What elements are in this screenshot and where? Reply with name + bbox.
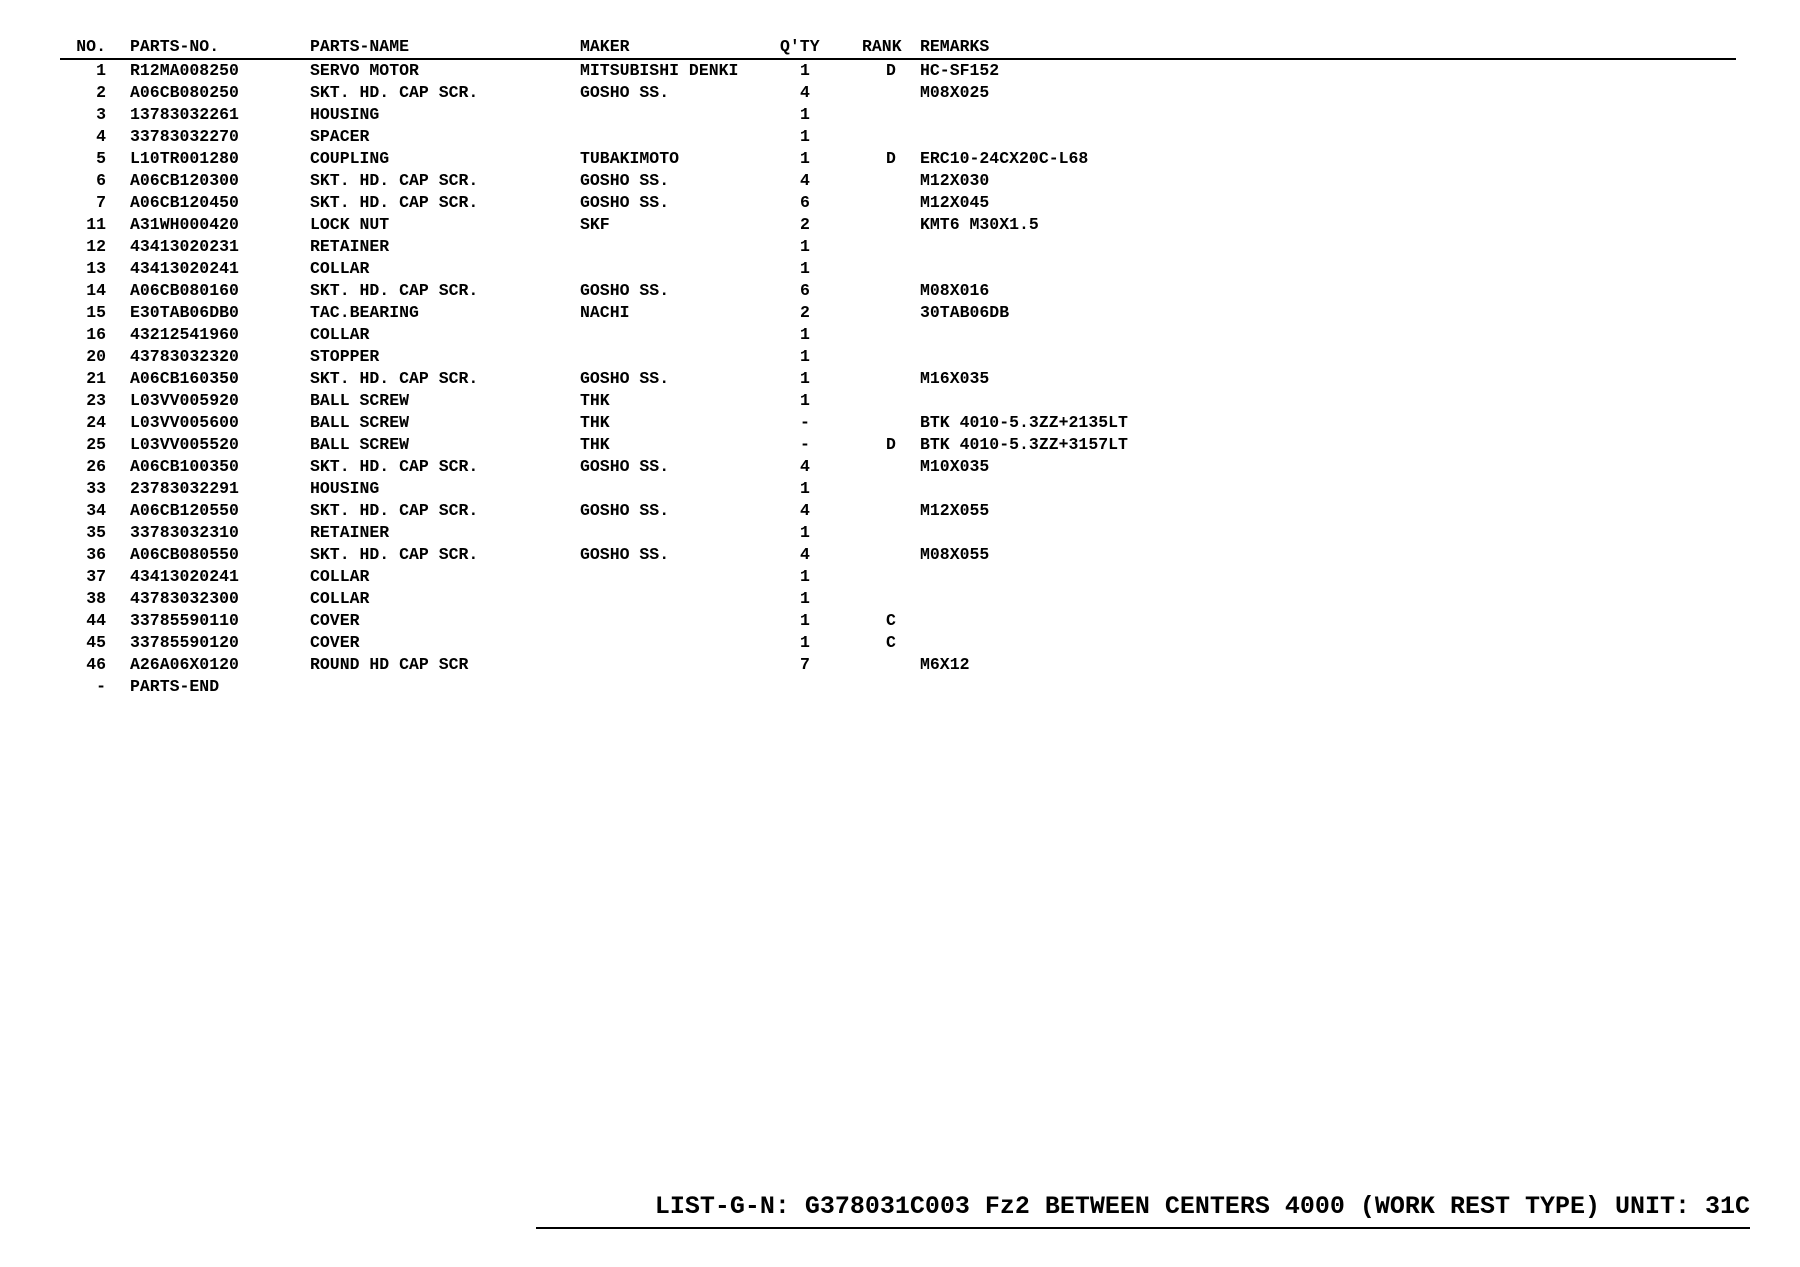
table-row [60, 236, 1736, 258]
cell-qty: 1 [800, 611, 810, 630]
cell-parts-name: SKT. HD. CAP SCR. [310, 501, 479, 520]
cell-qty: 4 [800, 457, 810, 476]
cell-rank [862, 346, 920, 368]
header-parts-no: PARTS-NO. [130, 36, 310, 59]
cell-parts-name: HOUSING [310, 479, 380, 498]
cell-qty: 4 [800, 545, 810, 564]
cell-rank [862, 214, 920, 236]
cell-parts-no: A06CB120300 [130, 171, 239, 190]
table-row [60, 434, 1736, 456]
cell-rank: D [886, 435, 896, 454]
cell-qty: 1 [800, 105, 810, 124]
cell-qty: 1 [800, 479, 810, 498]
cell-remarks: 30TAB06DB [920, 303, 1010, 322]
cell-no: 35 [86, 523, 106, 542]
cell-remarks [920, 588, 1736, 610]
cell-rank [862, 478, 920, 500]
cell-parts-name: RETAINER [310, 523, 390, 542]
cell-no: 3 [96, 105, 106, 124]
cell-parts-no: 33785590110 [130, 611, 239, 630]
cell-maker: GOSHO SS. [580, 369, 670, 388]
table-header [60, 36, 1736, 59]
cell-parts-no: A06CB080550 [130, 545, 239, 564]
table-row [60, 566, 1736, 588]
cell-parts-no: L03VV005600 [130, 413, 239, 432]
cell-maker: GOSHO SS. [580, 545, 670, 564]
cell-parts-name [310, 676, 580, 698]
cell-maker [580, 654, 780, 676]
cell-parts-no: A06CB080160 [130, 281, 239, 300]
cell-remarks [920, 676, 1736, 698]
cell-qty: - [800, 413, 810, 432]
cell-maker: GOSHO SS. [580, 193, 670, 212]
cell-no: 44 [86, 611, 106, 630]
cell-maker [580, 676, 780, 698]
cell-parts-name: STOPPER [310, 347, 380, 366]
table-row [60, 588, 1736, 610]
cell-parts-name: COLLAR [310, 325, 370, 344]
cell-no: 12 [86, 237, 106, 256]
cell-maker [580, 258, 780, 280]
cell-parts-no: 43783032300 [130, 589, 239, 608]
cell-no: 36 [86, 545, 106, 564]
cell-no: 46 [86, 655, 106, 674]
header-remarks: REMARKS [920, 36, 1736, 59]
cell-remarks [920, 566, 1736, 588]
cell-parts-name: COVER [310, 633, 360, 652]
cell-parts-no: L03VV005520 [130, 435, 239, 454]
table-row [60, 500, 1736, 522]
cell-no: 38 [86, 589, 106, 608]
parts-list-table [60, 36, 1736, 698]
cell-qty: 1 [800, 325, 810, 344]
header-qty: Q'TY [780, 36, 862, 59]
cell-qty: 1 [800, 391, 810, 410]
cell-remarks [920, 236, 1736, 258]
cell-parts-no: L10TR001280 [130, 149, 239, 168]
cell-parts-name: SPACER [310, 127, 370, 146]
table-row [60, 412, 1736, 434]
table-row [60, 610, 1736, 632]
cell-remarks: BTK 4010-5.3ZZ+2135LT [920, 413, 1128, 432]
cell-parts-name: HOUSING [310, 105, 380, 124]
table-row [60, 654, 1736, 676]
table-row [60, 82, 1736, 104]
cell-qty: 2 [800, 303, 810, 322]
table-row [60, 302, 1736, 324]
cell-rank [862, 654, 920, 676]
cell-rank [862, 566, 920, 588]
cell-no: 21 [86, 369, 106, 388]
cell-maker [580, 632, 780, 654]
cell-parts-no: A06CB080250 [130, 83, 239, 102]
cell-parts-name: COLLAR [310, 259, 370, 278]
cell-parts-no: 43413020241 [130, 259, 239, 278]
cell-no: 37 [86, 567, 106, 586]
table-body [60, 59, 1736, 698]
table-row [60, 522, 1736, 544]
cell-qty: 4 [800, 171, 810, 190]
cell-parts-no: 43413020231 [130, 237, 239, 256]
table-row [60, 544, 1736, 566]
cell-parts-no: PARTS-END [130, 677, 220, 696]
cell-parts-name: RETAINER [310, 237, 390, 256]
cell-remarks [920, 390, 1736, 412]
cell-remarks: M12X030 [920, 171, 990, 190]
cell-parts-no: 13783032261 [130, 105, 239, 124]
cell-rank [862, 588, 920, 610]
table-row [60, 258, 1736, 280]
cell-parts-no: A31WH000420 [130, 215, 239, 234]
cell-no: 45 [86, 633, 106, 652]
cell-no: 13 [86, 259, 106, 278]
cell-remarks: ERC10-24CX20C-L68 [920, 149, 1089, 168]
cell-remarks: M12X045 [920, 193, 990, 212]
table-row [60, 214, 1736, 236]
cell-parts-name: TAC.BEARING [310, 303, 419, 322]
cell-qty: 4 [800, 501, 810, 520]
cell-maker: GOSHO SS. [580, 501, 670, 520]
cell-qty: 1 [800, 567, 810, 586]
cell-remarks [920, 324, 1736, 346]
cell-qty: - [800, 435, 810, 454]
cell-no: 7 [96, 193, 106, 212]
cell-maker [580, 236, 780, 258]
cell-parts-name: LOCK NUT [310, 215, 390, 234]
cell-maker: TUBAKIMOTO [580, 149, 680, 168]
cell-no: - [96, 677, 106, 696]
cell-qty: 1 [800, 149, 810, 168]
cell-no: 5 [96, 149, 106, 168]
table-row [60, 478, 1736, 500]
cell-maker [580, 610, 780, 632]
header-maker: MAKER [580, 36, 780, 59]
cell-no: 16 [86, 325, 106, 344]
cell-remarks: BTK 4010-5.3ZZ+3157LT [920, 435, 1128, 454]
cell-qty: 7 [800, 655, 810, 674]
cell-remarks: M16X035 [920, 369, 990, 388]
cell-maker: GOSHO SS. [580, 281, 670, 300]
table-row [60, 456, 1736, 478]
cell-parts-name: SKT. HD. CAP SCR. [310, 171, 479, 190]
cell-qty: 4 [800, 83, 810, 102]
cell-parts-name: BALL SCREW [310, 413, 410, 432]
table-row [60, 59, 1736, 82]
cell-rank [862, 676, 920, 698]
cell-maker [580, 324, 780, 346]
cell-rank: C [886, 633, 896, 652]
cell-no: 24 [86, 413, 106, 432]
cell-parts-name: SKT. HD. CAP SCR. [310, 369, 479, 388]
cell-parts-name: SKT. HD. CAP SCR. [310, 193, 479, 212]
cell-maker [580, 566, 780, 588]
cell-no: 20 [86, 347, 106, 366]
cell-maker [580, 588, 780, 610]
cell-remarks [920, 610, 1736, 632]
cell-qty: 1 [800, 237, 810, 256]
header-parts-name: PARTS-NAME [310, 36, 580, 59]
cell-no: 26 [86, 457, 106, 476]
cell-parts-no: 43413020241 [130, 567, 239, 586]
cell-parts-no: A06CB160350 [130, 369, 239, 388]
cell-parts-name: BALL SCREW [310, 391, 410, 410]
cell-remarks [920, 478, 1736, 500]
table-row [60, 324, 1736, 346]
cell-qty: 2 [800, 215, 810, 234]
cell-maker: THK [580, 435, 610, 454]
cell-qty: 1 [800, 523, 810, 542]
cell-no: 14 [86, 281, 106, 300]
cell-parts-no: A06CB120550 [130, 501, 239, 520]
cell-maker: THK [580, 413, 610, 432]
cell-maker [580, 522, 780, 544]
cell-maker: MITSUBISHI DENKI [580, 61, 739, 80]
cell-maker: GOSHO SS. [580, 83, 670, 102]
cell-rank [862, 500, 920, 522]
cell-parts-name: SERVO MOTOR [310, 61, 419, 80]
cell-parts-name: SKT. HD. CAP SCR. [310, 83, 479, 102]
table-row [60, 390, 1736, 412]
table-row [60, 170, 1736, 192]
cell-remarks [920, 258, 1736, 280]
cell-parts-no: A26A06X0120 [130, 655, 239, 674]
cell-no: 2 [96, 83, 106, 102]
cell-parts-no: 43212541960 [130, 325, 239, 344]
cell-parts-name: ROUND HD CAP SCR [310, 655, 469, 674]
cell-no: 6 [96, 171, 106, 190]
cell-qty: 1 [800, 369, 810, 388]
cell-remarks [920, 346, 1736, 368]
cell-rank [862, 302, 920, 324]
cell-rank [862, 544, 920, 566]
cell-rank: D [886, 61, 896, 80]
table-row [60, 632, 1736, 654]
cell-rank [862, 82, 920, 104]
cell-rank [862, 324, 920, 346]
header-row [60, 36, 1736, 59]
cell-maker: GOSHO SS. [580, 457, 670, 476]
cell-parts-name: COLLAR [310, 589, 370, 608]
cell-no: 4 [96, 127, 106, 146]
cell-rank [862, 104, 920, 126]
cell-no: 1 [96, 61, 106, 80]
cell-maker: THK [580, 391, 610, 410]
cell-rank [862, 368, 920, 390]
table-row [60, 126, 1736, 148]
cell-no: 34 [86, 501, 106, 520]
cell-parts-name: COLLAR [310, 567, 370, 586]
cell-parts-no: L03VV005920 [130, 391, 239, 410]
cell-qty [780, 676, 862, 698]
cell-rank [862, 126, 920, 148]
table-row [60, 148, 1736, 170]
cell-rank [862, 236, 920, 258]
header-no: NO. [60, 36, 130, 59]
table-row [60, 280, 1736, 302]
cell-qty: 1 [800, 633, 810, 652]
cell-maker [580, 104, 780, 126]
cell-maker: GOSHO SS. [580, 171, 670, 190]
cell-maker [580, 126, 780, 148]
cell-parts-no: 33783032310 [130, 523, 239, 542]
cell-parts-name: COUPLING [310, 149, 390, 168]
cell-no: 15 [86, 303, 106, 322]
cell-remarks [920, 632, 1736, 654]
cell-remarks: KMT6 M30X1.5 [920, 215, 1039, 234]
cell-qty: 1 [800, 589, 810, 608]
cell-rank [862, 390, 920, 412]
header-rank: RANK [862, 36, 920, 59]
table-row [60, 676, 1736, 698]
cell-maker: SKF [580, 215, 610, 234]
cell-no: 33 [86, 479, 106, 498]
cell-qty: 1 [800, 259, 810, 278]
cell-parts-no: A06CB120450 [130, 193, 239, 212]
cell-remarks: M08X016 [920, 281, 990, 300]
cell-qty: 6 [800, 281, 810, 300]
cell-no: 23 [86, 391, 106, 410]
cell-remarks: M12X055 [920, 501, 990, 520]
cell-remarks [920, 522, 1736, 544]
cell-maker [580, 478, 780, 500]
cell-rank: C [886, 611, 896, 630]
cell-rank [862, 280, 920, 302]
cell-remarks [920, 126, 1736, 148]
cell-parts-name: SKT. HD. CAP SCR. [310, 281, 479, 300]
cell-remarks: HC-SF152 [920, 61, 1000, 80]
cell-parts-no: 43783032320 [130, 347, 239, 366]
cell-rank [862, 456, 920, 478]
cell-rank [862, 192, 920, 214]
cell-remarks: M08X055 [920, 545, 990, 564]
table-row [60, 368, 1736, 390]
cell-rank [862, 522, 920, 544]
cell-qty: 1 [800, 127, 810, 146]
cell-parts-name: SKT. HD. CAP SCR. [310, 545, 479, 564]
cell-maker [580, 346, 780, 368]
table-row [60, 346, 1736, 368]
cell-rank: D [886, 149, 896, 168]
cell-remarks [920, 104, 1736, 126]
cell-remarks: M6X12 [920, 655, 970, 674]
cell-parts-no: E30TAB06DB0 [130, 303, 239, 322]
table-row [60, 104, 1736, 126]
table-row [60, 192, 1736, 214]
cell-no: 25 [86, 435, 106, 454]
cell-parts-no: R12MA008250 [130, 61, 239, 80]
cell-parts-name: COVER [310, 611, 360, 630]
cell-parts-name: BALL SCREW [310, 435, 410, 454]
cell-parts-name: SKT. HD. CAP SCR. [310, 457, 479, 476]
cell-rank [862, 412, 920, 434]
list-title: LIST-G-N: G378031C003 Fz2 BETWEEN CENTERS 4000 (WORK REST TYPE) UNIT: 31C [536, 1192, 1750, 1229]
cell-rank [862, 258, 920, 280]
cell-parts-no: 33785590120 [130, 633, 239, 652]
cell-remarks: M10X035 [920, 457, 990, 476]
cell-remarks: M08X025 [920, 83, 990, 102]
cell-parts-no: 33783032270 [130, 127, 239, 146]
cell-qty: 1 [800, 347, 810, 366]
cell-parts-no: 23783032291 [130, 479, 239, 498]
cell-qty: 1 [800, 61, 810, 80]
cell-maker: NACHI [580, 303, 630, 322]
cell-qty: 6 [800, 193, 810, 212]
cell-rank [862, 170, 920, 192]
cell-no: 11 [86, 215, 106, 234]
cell-parts-no: A06CB100350 [130, 457, 239, 476]
